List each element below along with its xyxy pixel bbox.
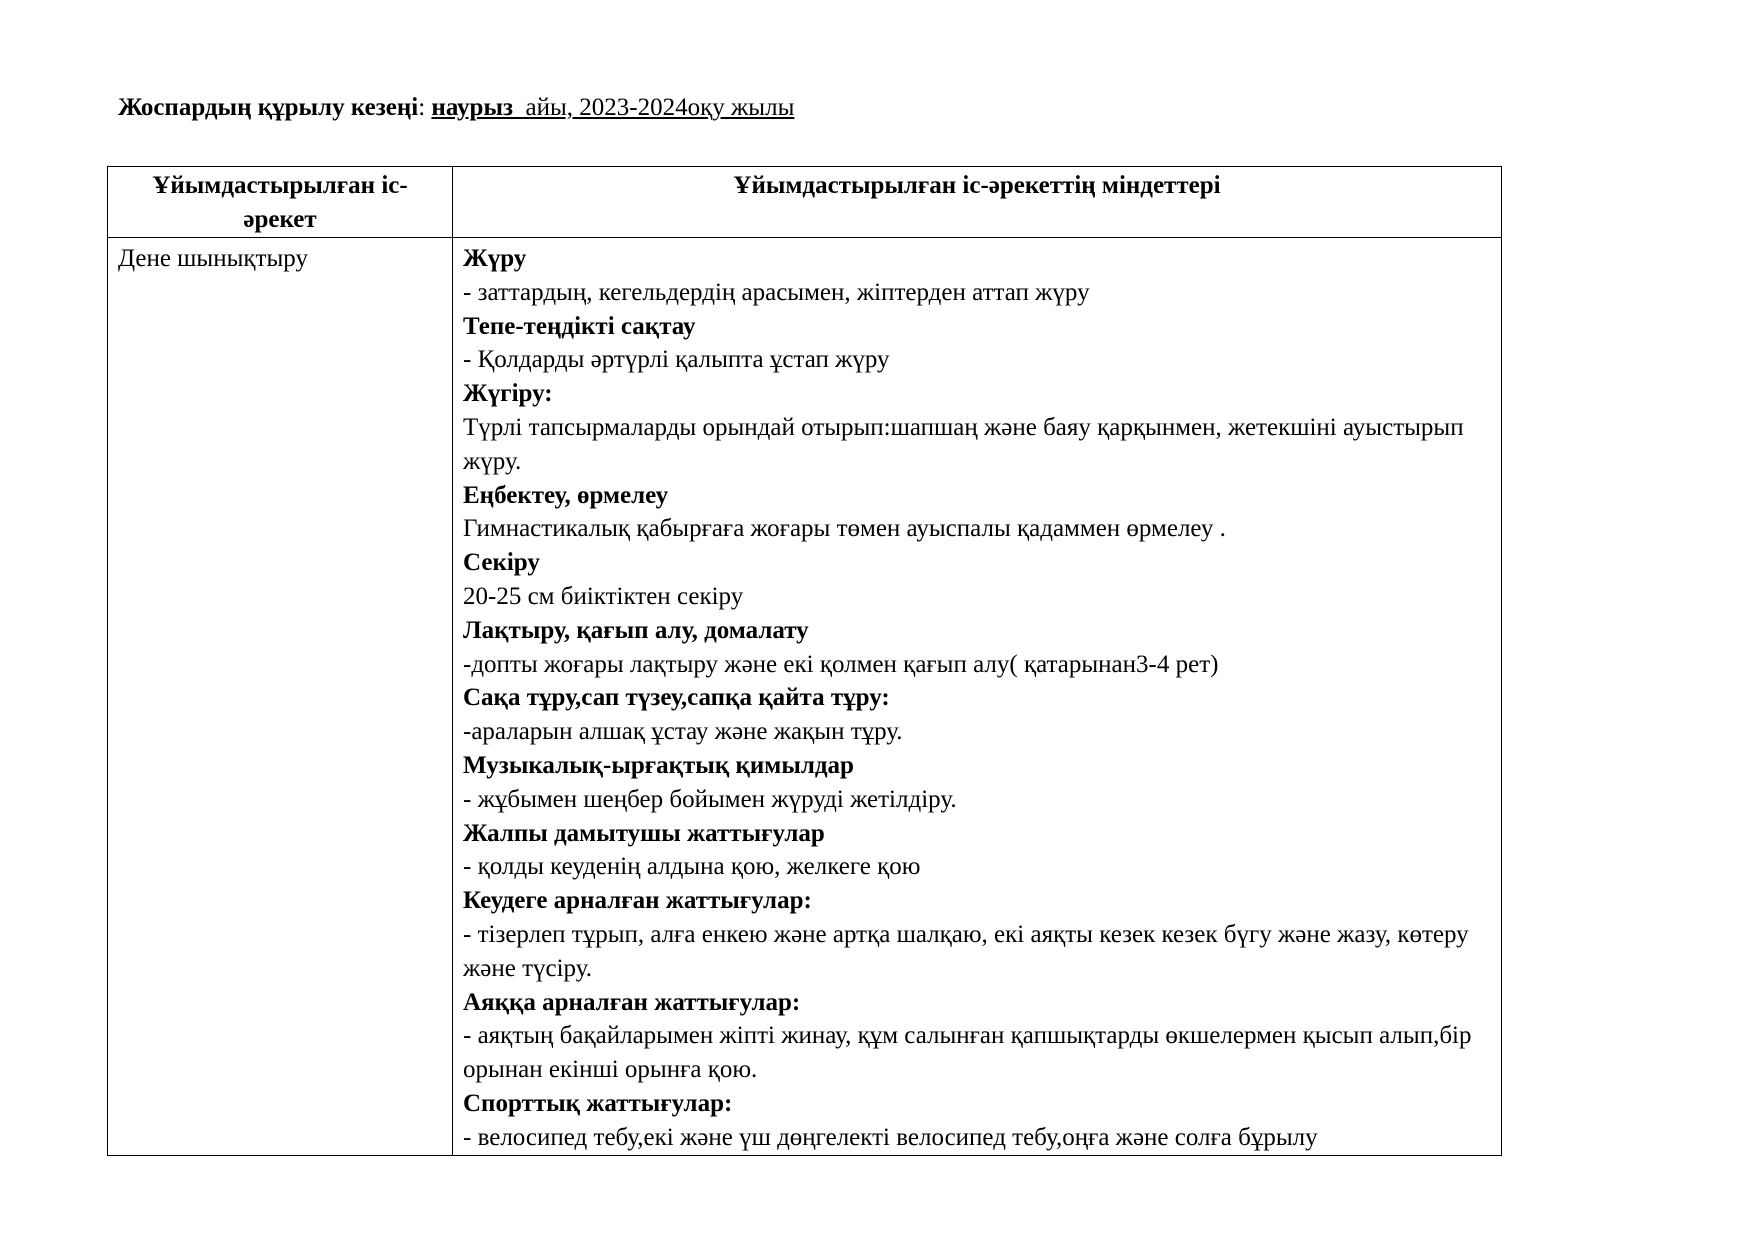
section-heading: Жалпы дамытушы жаттығулар [463,819,825,847]
section-text: - жұбымен шеңбер бойымен жүруді жетілдіру. [463,785,957,813]
section-heading: Жүру [463,245,527,272]
section-text: Гимнастикалық қабырғаға жоғары төмен ауыспалы қадаммен өрмелеу . [463,515,1226,543]
plan-table [107,166,1502,1156]
plan-period-line [118,88,794,128]
section-heading: Секіру [463,549,540,577]
activity-cell: Дене шынықтыру [108,238,453,1156]
section-text: -допты жоғары лақтыру және екі қолмен қағып алу( қатарынан3-4 рет) [463,650,1219,678]
section-text: - велосипед тебу,екі және үш дөңгелекті велосипед тебу,оңға және солға бұрылу [463,1123,1318,1151]
section-heading: Жүгіру: [463,380,553,408]
section-heading: Лақтыру, қағып алу, домалату [463,616,809,644]
section-text: - заттардың, кегельдердің арасымен, жіптерден аттап жүру [463,278,1090,306]
plan-period-separator: : [418,94,432,121]
section-heading: Кеудеге арналған жаттығулар: [463,887,812,915]
column-header-activity: Ұйымдастырылған іс-әрекет [108,167,453,238]
section-heading: Аяққа арналған жаттығулар: [463,988,801,1016]
tasks-cell [453,238,1502,1156]
plan-period-year: айы, 2023-2024оқу жылы [513,94,795,121]
section-heading: Еңбектеу, өрмелеу [463,481,669,509]
table-body [108,238,1502,1156]
section-text: 20-25 см биіктіктен секіру [463,582,744,610]
plan-period-month: наурыз [431,94,514,121]
section-heading: Спорттық жаттығулар: [463,1089,733,1117]
section-text: - қолды кеуденің алдына қою, желкеге қою [463,853,921,881]
plan-period-label: Жоспардың құрылу кезеңі [118,94,419,121]
column-header-tasks: Ұйымдастырылған іс-әрекеттің міндеттері [453,167,1502,238]
section-text: Түрлі тапсырмаларды орындай отырып:шапшаң және баяу қарқынмен, жетекшіні ауыстырып жүру. [463,413,1464,475]
section-heading: Музыкалық-ырғақтық қимылдар [463,751,854,779]
section-heading: Тепе-теңдікті сақтау [463,312,696,340]
section-heading: Сақа тұру,сап түзеу,сапқа қайта тұру: [463,684,890,712]
section-text: - тізерлеп тұрып, алға енкею және артқа шалқаю, екі аяқты кезек кезек бүгу және жазу, көтеру және түсіру. [463,920,1469,982]
section-text: - аяқтың бақайларымен жіпті жинау, құм салынған қапшықтарды өкшелермен қысып алып,бір орынан екінші орынға қою. [463,1022,1472,1084]
table-header-row [108,167,1502,238]
table-row [108,238,1502,1156]
section-text: -араларын алшақ ұстау және жақын тұру. [463,718,903,746]
section-text: - Қолдарды әртүрлі қалыпта ұстап жүру [463,346,890,374]
